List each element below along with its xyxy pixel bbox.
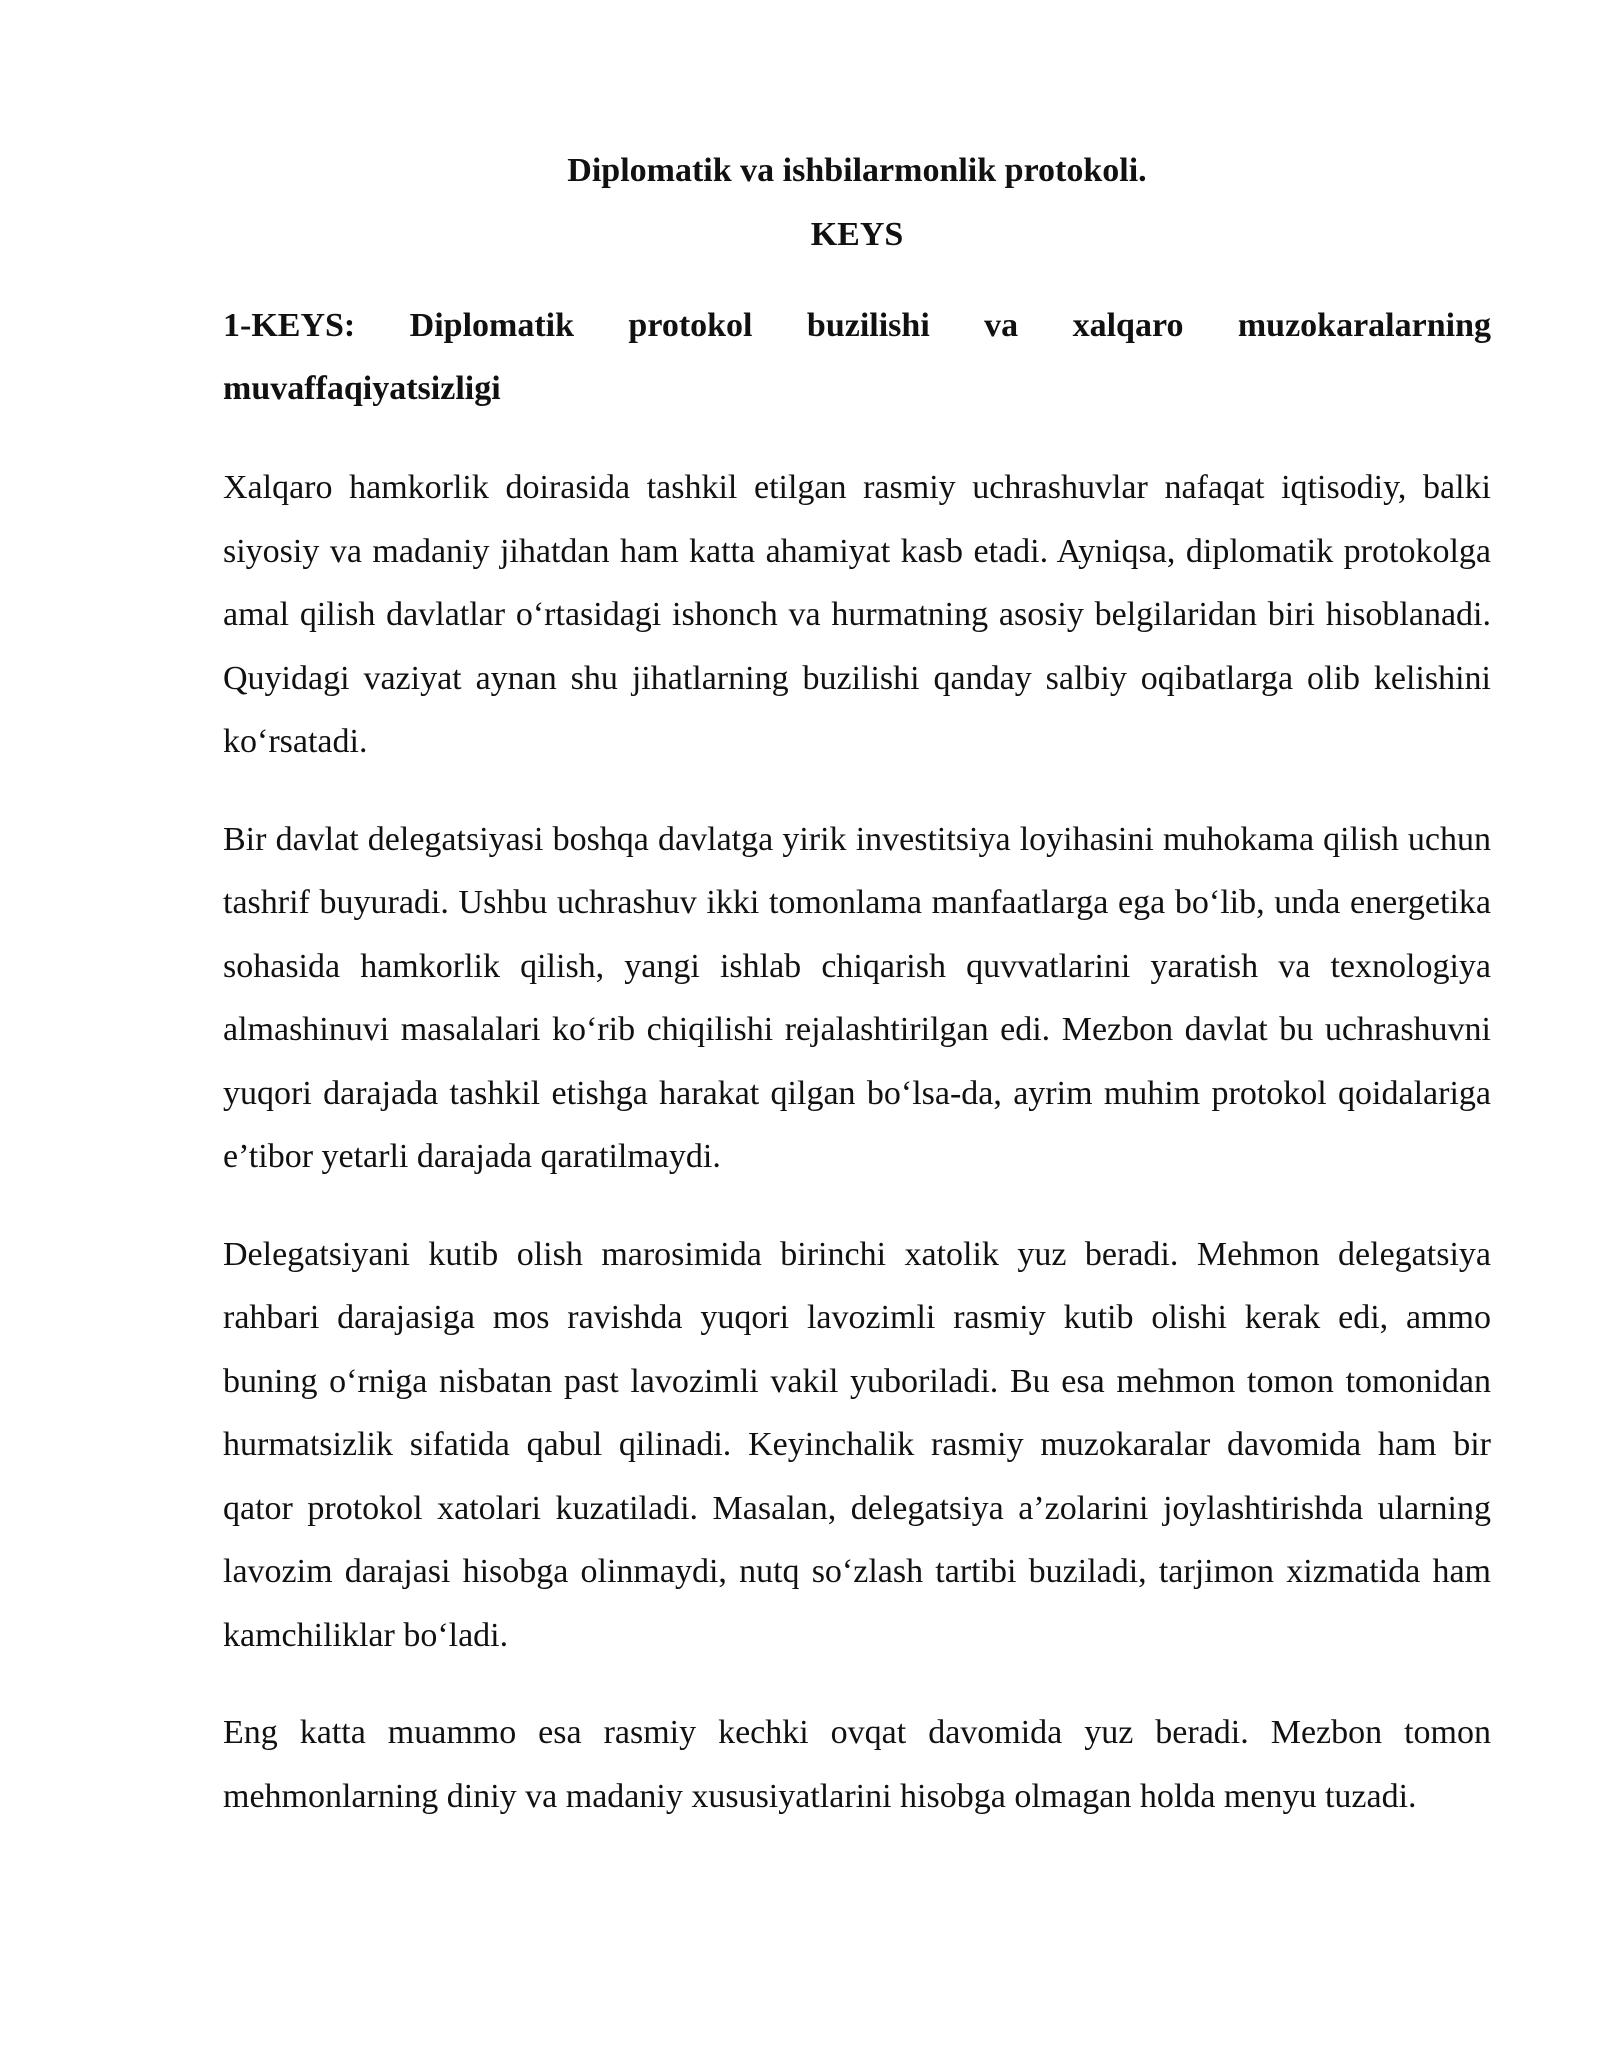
case-heading: 1-KEYS: Diplomatik protokol buzilishi va xalqaro muzokaralarning muvaffaqiyatsizligi [223, 307, 1491, 407]
paragraph: Eng katta muammo esa rasmiy kechki ovqat davomida yuz beradi. Mezbon tomon mehmonlarning diniy va madaniy xususiyatlarini hisobga olmagan holda menyu tuzadi. [223, 1714, 1491, 1815]
document-page [223, 148, 1491, 1828]
document-subtitle: KEYS [810, 216, 904, 253]
paragraph: Xalqaro hamkorlik doirasida tashkil etilgan rasmiy uchrashuvlar nafaqat iqtisodiy, balki siyosiy va madaniy jihatdan ham katta ahamiyat kasb etadi. Ayniqsa, diplomatik protokolga amal qilish davlatlar o‘rtasidagi ishonch va hurmatning asosiy belgilaridan biri hisoblanadi. Quyidagi vaziyat aynan shu jihatlarning buzilishi qanday salbiy oqibatlarga olib kelishini ko‘rsatadi. [223, 469, 1491, 760]
document-title: Diplomatik va ishbilarmonlik protokoli. [567, 152, 1147, 189]
paragraph: Bir davlat delegatsiyasi boshqa davlatga yirik investitsiya loyihasini muhokama qilish uchun tashrif buyuradi. Ushbu uchrashuv ikki tomonlama manfaatlarga ega bo‘lib, unda energetika sohasida hamkorlik qilish, yangi ishlab chiqarish quvvatlarini yaratish va texnologiya almashinuvi masalalari ko‘rib chiqilishi rejalashtirilgan edi. Mezbon davlat bu uchrashuvni yuqori darajada tashkil etishga harakat qilgan bo‘lsa-da, ayrim muhim protokol qoidalariga e’tibor yetarli darajada qaratilmaydi. [223, 820, 1491, 1175]
paragraph: Delegatsiyani kutib olish marosimida birinchi xatolik yuz beradi. Mehmon delegatsiya rahbari darajasiga mos ravishda yuqori lavozimli rasmiy kutib olishi kerak edi, ammo buning o‘rniga nisbatan past lavozimli vakil yuboriladi. Bu esa mehmon tomon tomonidan hurmatsizlik sifatida qabul qilinadi. Keyinchalik rasmiy muzokaralar davomida ham bir qator protokol xatolari kuzatiladi. Masalan, delegatsiya a’zolarini joylashtirishda ularning lavozim darajasi hisobga olinmaydi, nutq so‘zlash tartibi buziladi, tarjimon xizmatida ham kamchiliklar bo‘ladi. [223, 1235, 1491, 1654]
